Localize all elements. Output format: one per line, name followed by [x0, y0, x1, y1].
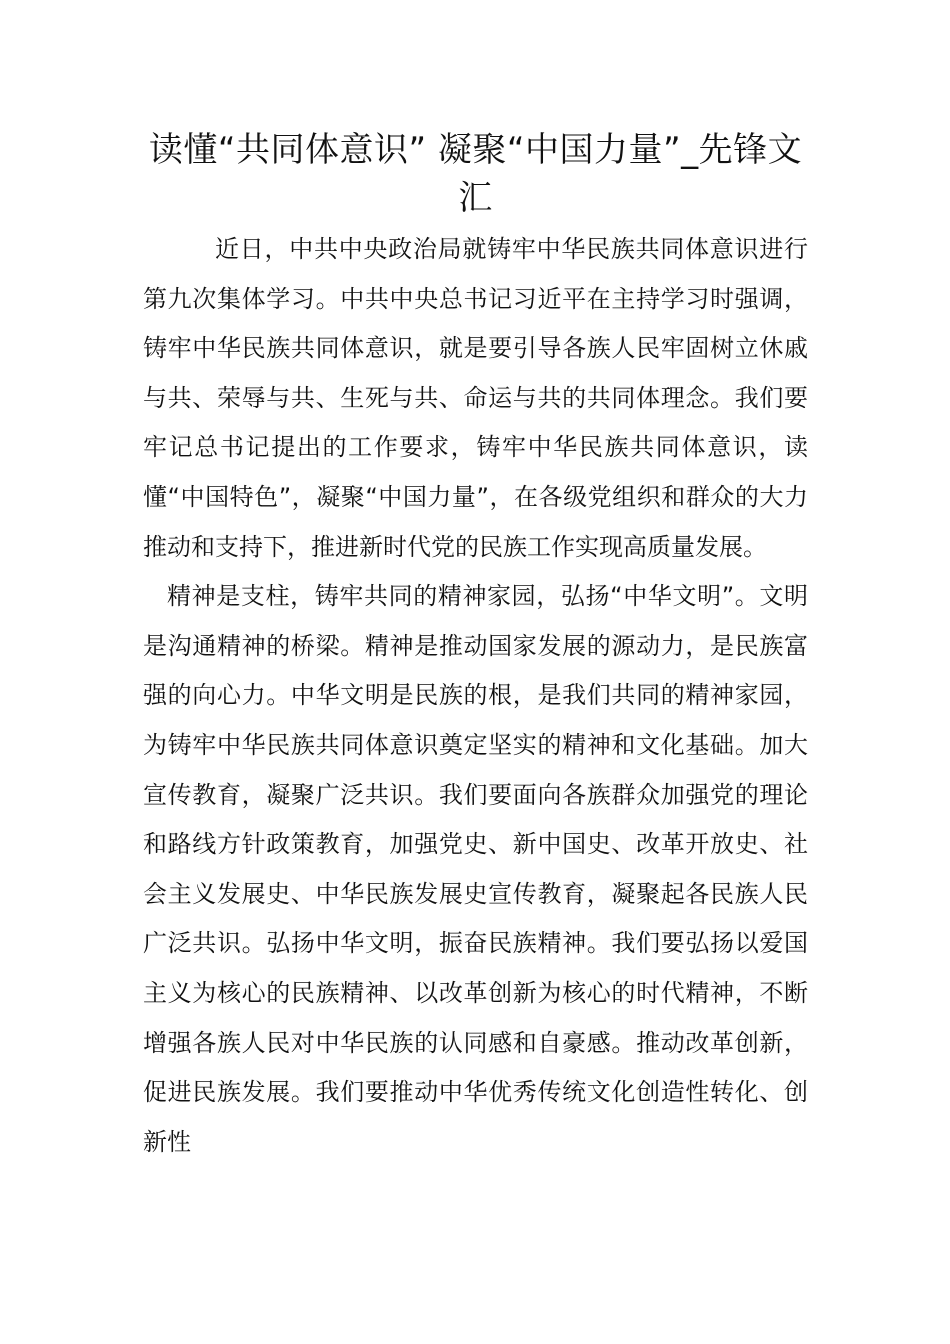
paragraph-intro: 近日，中共中央政治局就铸牢中华民族共同体意识进行第九次集体学习。中共中央总书记习近平在主持学习时强调，铸牢中华民族共同体意识，就是要引导各族人民牢固树立休戚与共、荣辱与共、生死与共、命运与共的共同体理念。我们要牢记总书记提出的工作要求，铸牢中华民族共同体意识，读懂“中国特色”，凝聚“中国力量”，在各级党组织和群众的大力推动和支持下，推进新时代党的民族工作实现高质量发展。 [143, 235, 808, 561]
document-body [143, 126, 808, 1167]
document-title: 读懂“共同体意识” 凝聚“中国力量”_先锋文汇 [148, 130, 803, 218]
paragraph-spirit: 精神是支柱，铸牢共同的精神家园，弘扬“中华文明”。文明是沟通精神的桥梁。精神是推动国家发展的源动力，是民族富强的向心力。中华文明是民族的根，是我们共同的精神家园，为铸牢中华民族共同体意识奠定坚实的精神和文化基础。加大宣传教育，凝聚广泛共识。我们要面向各族群众加强党的理论和路线方针政策教育，加强党史、新中国史、改革开放史、社会主义发展史、中华民族发展史宣传教育，凝聚起各民族人民广泛共识。弘扬中华文明，振奋民族精神。我们要弘扬以爱国主义为核心的民族精神、以改革创新为核心的时代精神，不断增强各族人民对中华民族的认同感和自豪感。推动改革创新，促进民族发展。我们要推动中华优秀传统文化创造性转化、创新性 [143, 582, 808, 1156]
